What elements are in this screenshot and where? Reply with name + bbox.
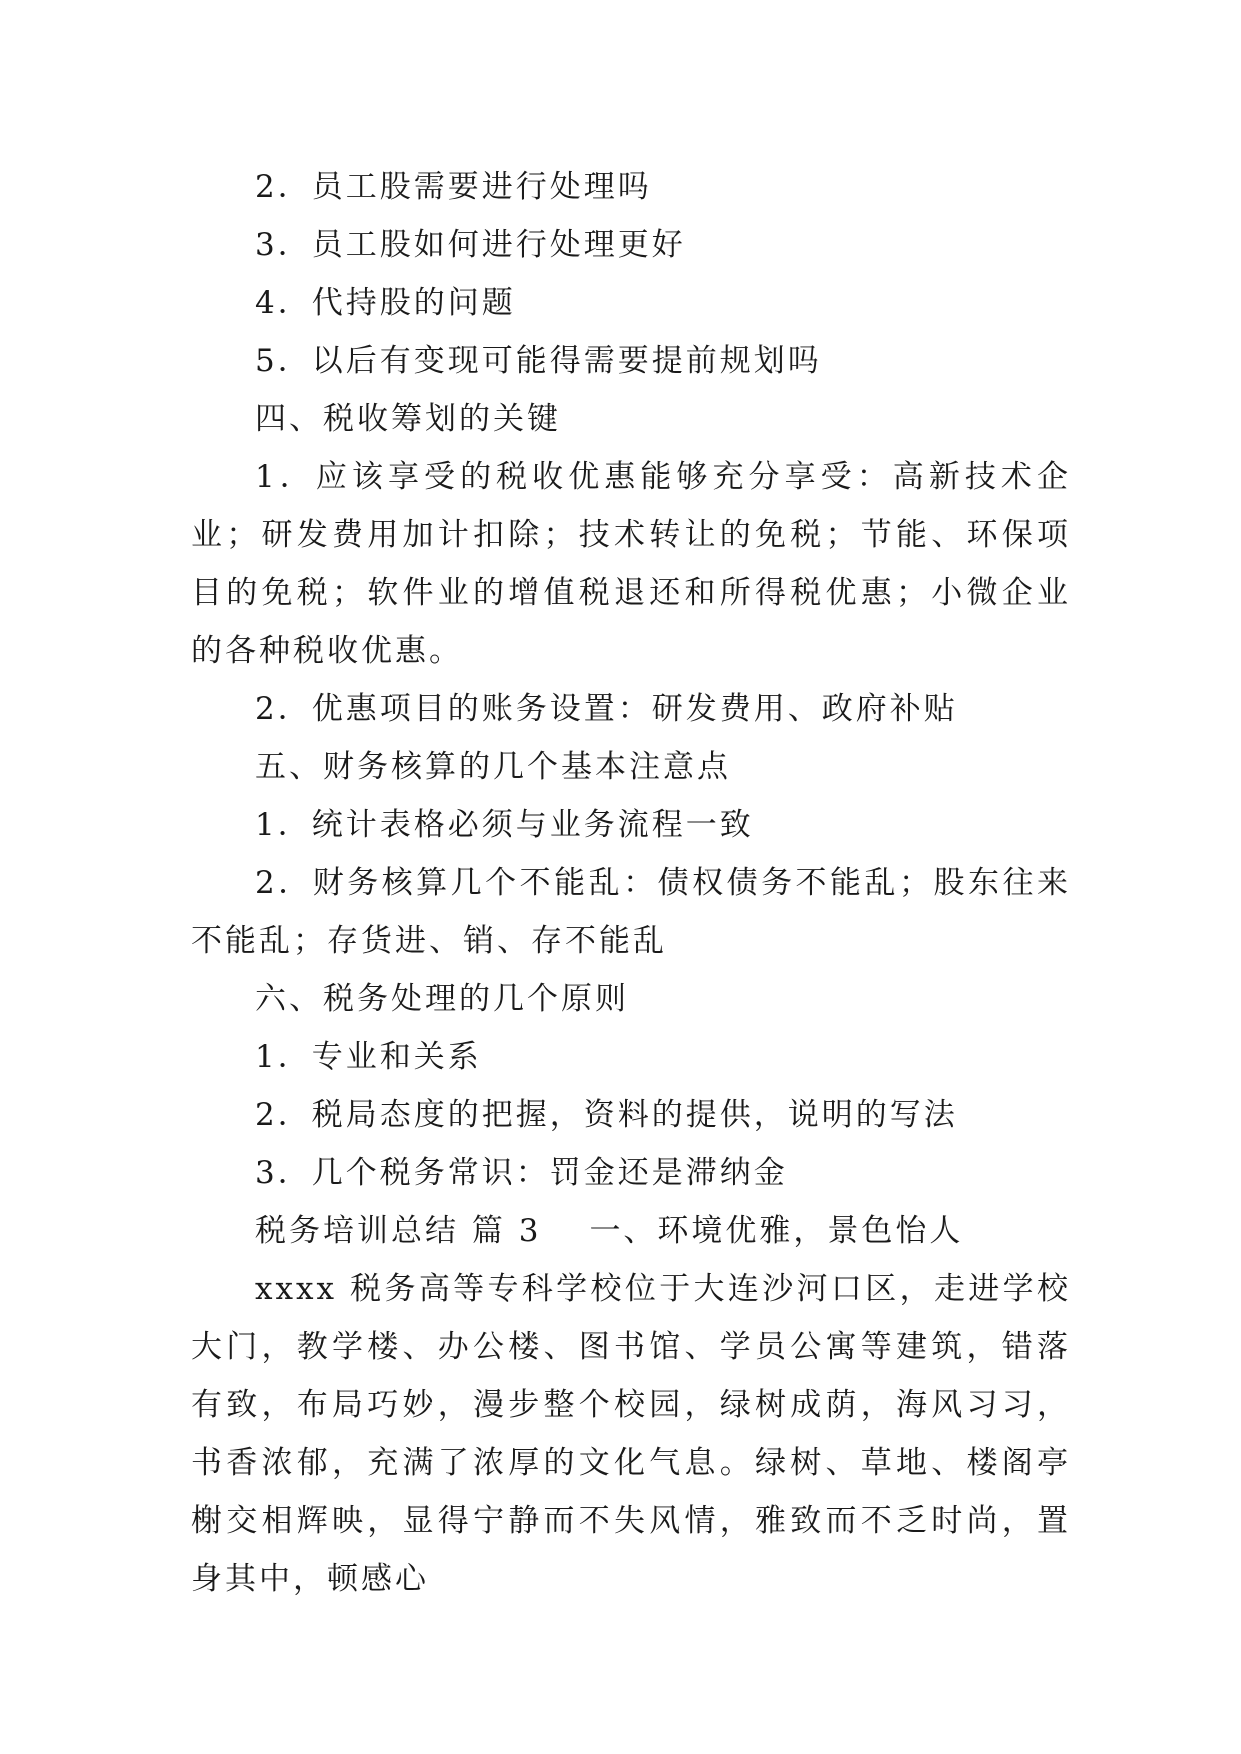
document-body — [191, 158, 1071, 1608]
section-heading: 六、税务处理的几个原则 — [255, 981, 629, 1017]
section-heading: 五、财务核算的几个基本注意点 — [255, 749, 731, 785]
paragraph: 2．优惠项目的账务设置：研发费用、政府补贴 — [255, 691, 958, 727]
paragraph: 2．税局态度的把握，资料的提供，说明的写法 — [255, 1097, 958, 1133]
article-part: 篇 3 — [471, 1213, 542, 1249]
paragraph: 3．员工股如何进行处理更好 — [255, 227, 686, 263]
article-title: 税务培训总结 — [255, 1213, 459, 1249]
article-heading — [191, 1202, 1071, 1260]
paragraph: 1．统计表格必须与业务流程一致 — [255, 807, 754, 843]
paragraph: 4．代持股的问题 — [255, 285, 516, 321]
section-heading: 四、税收筹划的关键 — [255, 401, 561, 437]
paragraph: 2．员工股需要进行处理吗 — [255, 169, 652, 205]
paragraph: 1．应该享受的税收优惠能够充分享受：高新技术企业；研发费用加计扣除；技术转让的免税；节能、环保项目的免税；软件业的增值税退还和所得税优惠；小微企业的各种税收优惠。 — [191, 459, 1071, 669]
paragraph: xxxx 税务高等专科学校位于大连沙河口区，走进学校大门，教学楼、办公楼、图书馆、学员公寓等建筑，错落有致，布局巧妙，漫步整个校园，绿树成荫，海风习习，书香浓郁，充满了浓厚的文化气息。绿树、草地、楼阁亭榭交相辉映，显得宁静而不失风情，雅致而不乏时尚，置身其中，顿感心 — [191, 1271, 1071, 1597]
paragraph: 1．专业和关系 — [255, 1039, 482, 1075]
article-subtitle: 一、环境优雅，景色怡人 — [589, 1213, 964, 1249]
paragraph: 3．几个税务常识：罚金还是滞纳金 — [255, 1155, 788, 1191]
paragraph: 5．以后有变现可能得需要提前规划吗 — [255, 343, 822, 379]
paragraph: 2．财务核算几个不能乱：债权债务不能乱；股东往来不能乱；存货进、销、存不能乱 — [191, 865, 1071, 959]
